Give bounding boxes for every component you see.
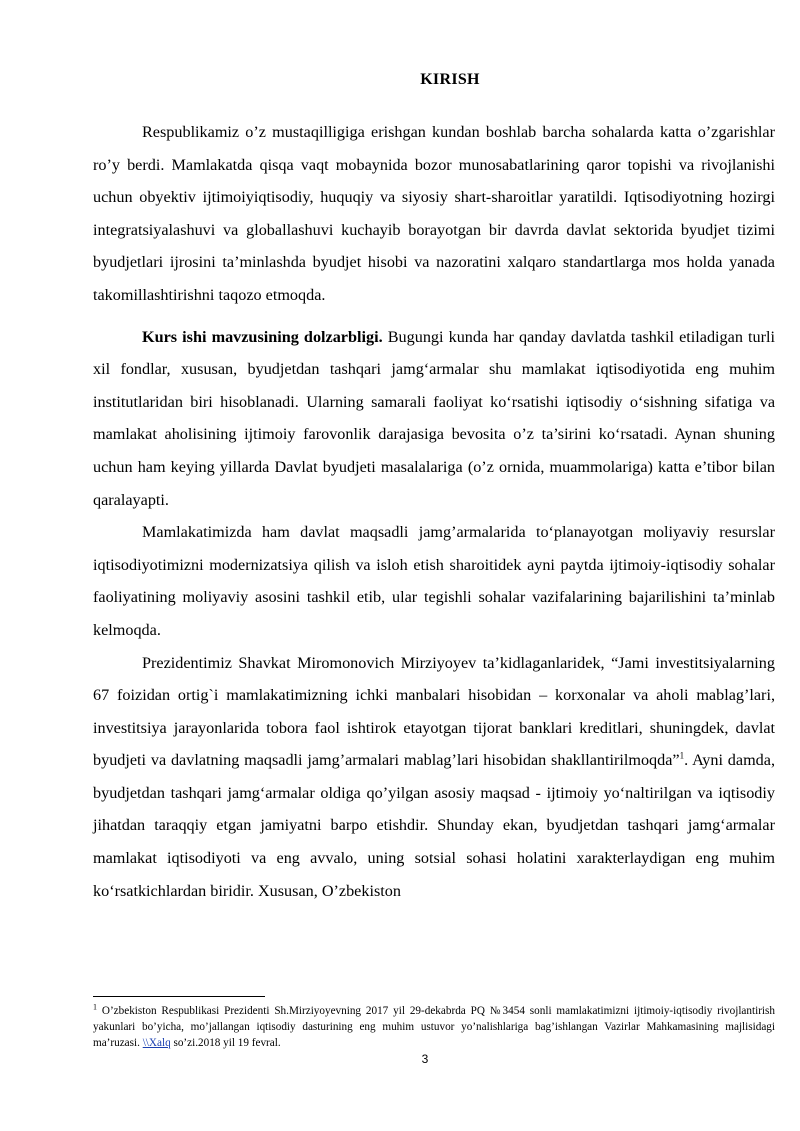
paragraph-intro: Respublikamiz o’z mustaqilligiga erishgan kundan boshlab barcha sohalarda katta o’zgarishlar ro’y berdi. Mamlakatda qisqa vaqt mobaynida bozor munosabatlarining qaror topishi va rivojlanishi uchun obyektiv ijtimoiyiqtisodiy, huquqiy va siyosiy shart-sharoitlar yaratildi. Iqtisodiyotning hozirgi integratsiyalashuvi va globallashuvi kuchayib borayotgan bir davrda davlat sektorida byudjet tizimi byudjetlari ijrosini ta’minlashda byudjet hisobi va nazoratini xalqaro standartlarga mos holda yanada takomillashtirishni taqozo etmoqda. [93, 123, 775, 304]
footnote-text: O’zbekiston Respublikasi Prezidenti Sh.Mirziyoyevning 2017 yil 29-dekabrda PQ №3454 sonli mamlakatimizni ijtimoiy-iqtisodiy rivojlantirish yakunlari bo’yicha, mo’jallangan iqtisodiy dasturining eng muhim ustuvor yo’nalishlariga bag’ishlangan Vazirlar Mahkamasining majlisidagi ma’ruzasi. [93, 1005, 775, 1049]
footnote-link[interactable]: \\Xalq [142, 1037, 171, 1049]
footnote-marker: 1 [93, 1002, 97, 1012]
paragraph-relevance [93, 321, 775, 517]
page-number: 3 [421, 1052, 429, 1066]
page-title: KIRISH [420, 71, 480, 88]
relevance-text: Bugungi kunda har qanday davlatda tashkil etiladigan turli xil fondlar, xususan, byudjetdan tashqari jamg‘armalar shu mamlakat iqtisodiyotida eng muhim institutlaridan biri hisoblanadi. Ularning samarali faoliyat ko‘rsatishi iqtisodiy o‘sishning sifatiga va mamlakat aholisining ijtimoiy farovonlik darajasiga bevosita o’z ta’sirini ko‘rsatadi. Aynan shuning uchun ham keying yillarda Davlat byudjeti masalalariga (o’z ornida, muammolariga) katta e’tibor bilan qaralayapti. [93, 327, 775, 509]
relevance-heading: Kurs ishi mavzusining dolzarbligi. [142, 327, 383, 346]
quote-continuation: . Ayni damda, byudjetdan tashqari jamg‘armalar oldiga qo’yilgan asosiy maqsad - ijtimoiy yo‘naltirilgan va iqtisodiy jihatdan taraqqiy etgan jamiyatni barpo etishdir. Shunday ekan, byudjetdan tashqari jamg‘armalar mamlakat iqtisodiyoti va eng avvalo, uning sotsial sohasi holatini xarakterlaydigan eng muhim ko‘rsatkichlardan biridir. Xususan, O’zbekiston [93, 751, 775, 900]
footnote-tail: so’zi.2018 yil 19 fevral. [170, 1037, 281, 1049]
footnote-separator [93, 996, 265, 997]
body-text [93, 116, 775, 907]
footnote [93, 1003, 775, 1051]
paragraph-president-quote [93, 647, 775, 908]
paragraph-funds: Mamlakatimizda ham davlat maqsadli jamg’armalarida to‘planayotgan moliyaviy resurslar iqtisodiyotimizni modernizatsiya qilish va isloh etish sharoitidek ayni paytda ijtimoiy-iqtisodiy sohalar faoliyatining moliyaviy asosini tashkil etib, ular tegishli sohalar vazifalarining bajarilishini ta’minlab kelmoqda. [93, 523, 775, 639]
quote-text: Prezidentimiz Shavkat Miromonovich Mirziyoyev ta’kidlaganlaridek, “Jami investitsiyalarning 67 foizidan ortig`i mamlakatimizning ichki manbalari hisobidan – korxonalar va aholi mablag’lari, investitsiya jarayonlarida tobora faol ishtirok etayotgan tijorat banklari kreditlari, shuningdek, davlat byudjeti va davlatning maqsadli jamg’armalari mablag’lari hisobidan shakllantirilmoqda” [93, 653, 775, 770]
footnote-reference[interactable]: 1 [679, 750, 685, 761]
